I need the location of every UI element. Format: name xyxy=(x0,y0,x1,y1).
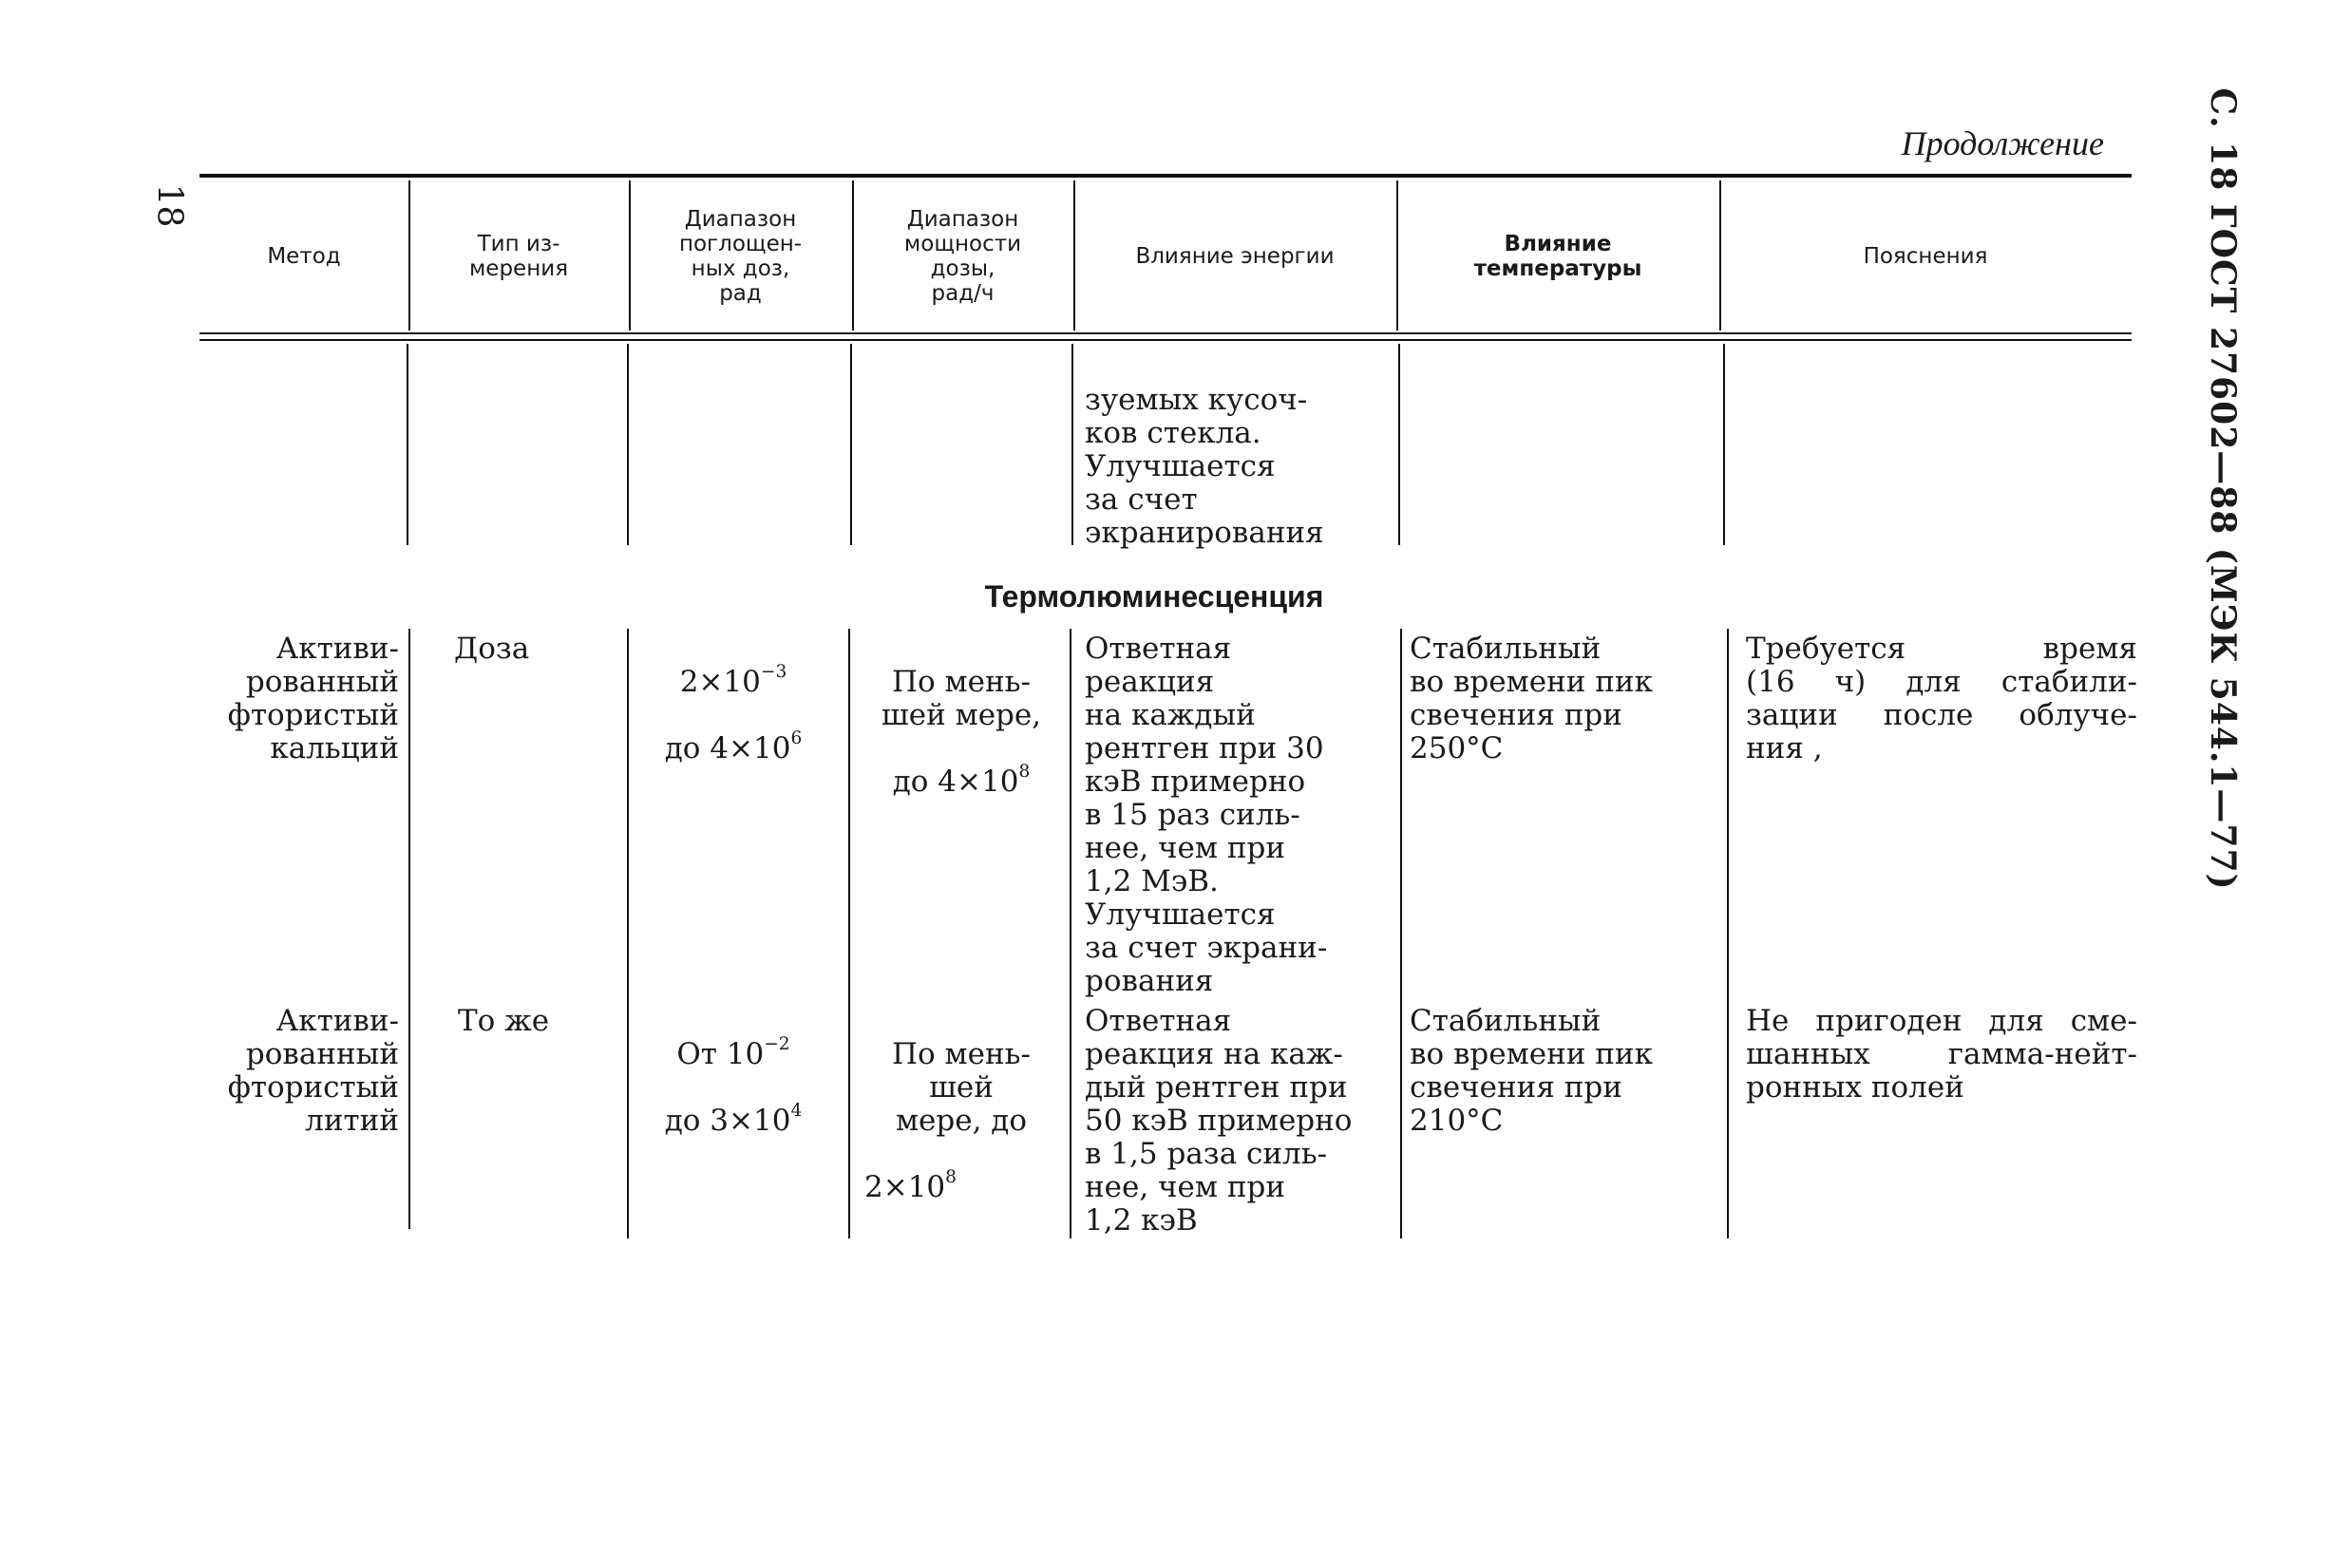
body-divider xyxy=(1071,344,1073,545)
row2-dose-rate xyxy=(855,1005,1068,1204)
header-energy-influence: Влияние энергии xyxy=(1135,244,1335,269)
body-divider xyxy=(848,629,850,1238)
row2-method: Активи- рованный фтористый литий xyxy=(227,1004,399,1138)
table-top-rule xyxy=(199,174,2132,178)
row2-notes-line: Не пригоден для сме- xyxy=(1746,1004,2137,1038)
body-divider xyxy=(627,344,629,545)
row1-notes xyxy=(1746,633,2137,765)
row1-dose-range-to: до $4\times 10^6$ xyxy=(664,727,803,765)
continuation-label: Продолжение xyxy=(1901,124,2104,162)
section-title: Термолюминесценция xyxy=(984,579,1324,614)
row1-temperature: Стабильный во времени пик свечения при 250°С xyxy=(1410,632,1653,765)
body-divider xyxy=(407,344,408,545)
row1-type: Доза xyxy=(454,632,530,666)
body-divider xyxy=(850,344,852,545)
body-divider xyxy=(1070,629,1071,1238)
row1-dose-range xyxy=(629,633,838,765)
row2-dose-rate-text: По мень- шей мере, до xyxy=(891,1037,1032,1138)
header-dose-rate-range: Диапазон мощности дозы, рад/ч xyxy=(903,207,1022,306)
header-absorbed-dose-range: Диапазон поглощен- ных доз, рад xyxy=(678,207,803,306)
page-number: 18 xyxy=(149,183,189,228)
row1-notes-line: ния , xyxy=(1746,731,1823,765)
row2-dose-range-to: до $3\times 10^4$ xyxy=(664,1100,803,1138)
header-double-rule-top xyxy=(199,332,2132,334)
body-divider xyxy=(1727,629,1729,1238)
row2-energy: Ответная реакция на каж- дый рентген при 50 кэВ примерно в 1,5 раза силь- нее, чем при 1,2 кэВ xyxy=(1085,1004,1353,1237)
row2-notes-line: шанных гамма-нейт- xyxy=(1746,1037,2137,1071)
running-title xyxy=(2128,87,2318,891)
row1-notes-line: Требуется время xyxy=(1746,632,2137,666)
row1-method: Активи- рованный фтористый кальций xyxy=(227,632,399,765)
body-divider xyxy=(1400,629,1402,1238)
row2-type: То же xyxy=(458,1004,550,1038)
body-divider xyxy=(1398,344,1400,545)
row2-dose-range-from: От $10^{-2}$ xyxy=(676,1033,790,1071)
header-measurement-type: Тип из- мерения xyxy=(468,232,569,281)
header-double-rule-bottom xyxy=(199,339,2132,341)
row1-dose-rate-text: По мень- шей мере, xyxy=(881,665,1042,732)
row2-notes xyxy=(1746,1005,2137,1105)
header-method: Метод xyxy=(267,244,341,269)
header-temperature-influence: Влияние температуры xyxy=(1473,232,1642,281)
row2-notes-line: ронных полей xyxy=(1746,1070,1964,1105)
row1-dose-rate-value: до $4\times 10^8$ xyxy=(892,761,1031,799)
row1-dose-range-from: $2\times 10^{-3}$ xyxy=(679,661,787,699)
row2-dose-range xyxy=(629,1005,838,1138)
row1-dose-rate xyxy=(855,633,1068,799)
row2-temperature: Стабильный во времени пик свечения при 210°С xyxy=(1410,1004,1653,1138)
row2-dose-rate-value: $2\times 10^8$ xyxy=(864,1166,957,1204)
row1-notes-line: зации после облуче- xyxy=(1746,698,2137,732)
header-notes: Пояснения xyxy=(1863,244,1988,269)
row1-notes-line: (16 ч) для стабили- xyxy=(1746,665,2137,699)
body-divider xyxy=(408,629,410,1229)
body-divider xyxy=(1723,344,1725,545)
continued-energy-cell: зуемых кусоч- ков стекла. Улучшается за счет экранирования xyxy=(1085,383,1324,550)
running-title-text: С. 18 ГОСТ 27602—88 (МЭК 544.1—77) xyxy=(2203,87,2243,891)
row1-energy: Ответная реакция на каждый рентген при 30 кэВ примерно в 15 раз силь- нее, чем при 1,2 МэВ. Улучшается за счет экрани- рования xyxy=(1085,632,1328,998)
